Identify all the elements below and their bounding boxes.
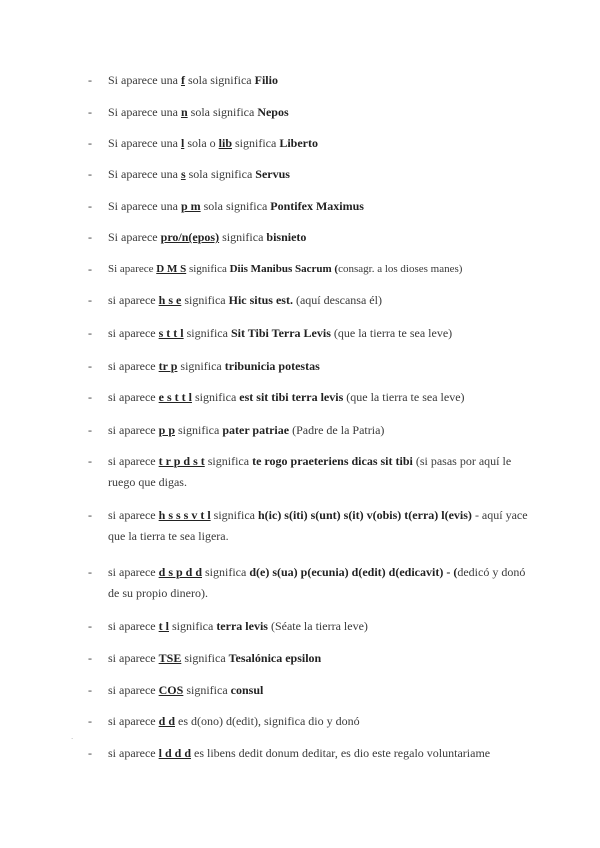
list-item: [88, 196, 528, 217]
item-prefix: Si aparece una: [108, 167, 181, 181]
meaning: Pontifex Maximus: [270, 199, 364, 213]
abbreviation: d s p d d: [158, 565, 203, 579]
item-connector: significa: [183, 683, 231, 697]
bullet-dash: -: [88, 262, 92, 276]
list-item: [88, 356, 528, 377]
abbreviation: e s t t l: [158, 390, 192, 404]
meaning: terra levis: [216, 619, 268, 633]
meaning: te rogo praeteriens dicas sit tibi: [252, 454, 413, 468]
item-prefix: Si aparece: [108, 230, 161, 244]
item-prefix: si aparece: [108, 359, 159, 373]
bullet-dash: -: [88, 565, 92, 579]
meaning: Diis Manibus Sacrum (: [229, 263, 339, 275]
abbreviation: l: [180, 136, 185, 150]
meaning: Hic situs est.: [228, 293, 293, 307]
abbreviation: l d d d: [158, 746, 191, 760]
bullet-dash: -: [88, 326, 92, 340]
list-item: [88, 133, 528, 154]
bullet-dash: -: [88, 423, 92, 437]
bullet-dash: -: [88, 167, 92, 181]
abbreviation: f: [180, 73, 185, 87]
list-item: [88, 420, 528, 441]
bullet-dash: -: [88, 508, 92, 522]
bullet-dash: -: [88, 619, 92, 633]
item-prefix: si aparece: [108, 326, 159, 340]
list-item: [88, 323, 528, 344]
list-item: [88, 259, 528, 280]
item-prefix: si aparece: [108, 293, 159, 307]
meaning: Filio: [254, 73, 278, 87]
meaning: Nepos: [257, 105, 289, 119]
abbreviation: t r p d s t: [158, 454, 205, 468]
meaning: Tesalónica epsilon: [228, 651, 322, 665]
bullet-dash: -: [88, 683, 92, 697]
item-connector-2: significa: [232, 136, 280, 150]
bullet-dash: -: [88, 105, 92, 119]
item-connector: significa: [210, 508, 258, 522]
meaning: bisnieto: [266, 230, 307, 244]
item-prefix: Si aparece una: [108, 199, 181, 213]
bullet-dash: -: [88, 651, 92, 665]
item-connector: significa: [204, 454, 253, 468]
bullet-dash: -: [88, 199, 92, 213]
item-prefix: Si aparece una: [108, 136, 181, 150]
list-item: [88, 648, 528, 669]
abbreviation: pro/n(epos): [160, 230, 220, 244]
note: - aquí yace que la tierra te sea ligera.: [108, 508, 528, 543]
abbreviation: tr p: [158, 359, 178, 373]
abbreviation-alt: lib: [218, 136, 232, 150]
meaning: est sit tibi terra levis: [239, 390, 344, 404]
abbreviation: h s e: [158, 293, 182, 307]
bullet-dash: -: [88, 454, 92, 468]
meaning: h(ic) s(iti) s(unt) s(it) v(obis) t(erra) l(evis): [257, 508, 472, 522]
item-connector: significa: [177, 359, 225, 373]
list-item: [88, 451, 528, 493]
abbreviation: s: [180, 167, 186, 181]
item-connector: es libens dedit donum deditar, es dio este regalo voluntariame: [191, 746, 491, 760]
abbreviation: h s s s v t l: [158, 508, 211, 522]
item-prefix: Si aparece: [108, 263, 157, 275]
abbreviation: d d: [158, 714, 175, 728]
list-item: [88, 227, 528, 248]
note: dedicó y donó de su propio dinero).: [108, 565, 526, 600]
item-connector: es d(ono) d(edit), significa dio y donó: [175, 714, 360, 728]
item-prefix: si aparece: [108, 565, 159, 579]
item-connector: significa: [168, 619, 217, 633]
item-connector: significa: [175, 423, 223, 437]
item-connector: significa: [186, 263, 230, 275]
abbreviation: TSE: [158, 651, 182, 665]
item-prefix: si aparece: [108, 651, 159, 665]
list-item: [88, 70, 528, 91]
item-prefix: si aparece: [108, 390, 159, 404]
list-item: [88, 680, 528, 701]
note: (si pasas por aquí le ruego que digas.: [108, 454, 512, 489]
item-prefix: si aparece: [108, 619, 159, 633]
item-connector: sola significa: [184, 73, 255, 87]
bullet-dash: -: [88, 390, 92, 404]
bullet-dash: -: [88, 230, 92, 244]
item-connector: sola o: [184, 136, 219, 150]
list-item: [88, 102, 528, 123]
abbreviation: p p: [158, 423, 175, 437]
meaning: consul: [230, 683, 264, 697]
list-item: [88, 743, 528, 764]
item-prefix: si aparece: [108, 746, 159, 760]
note: consagr. a los dioses manes): [338, 263, 463, 275]
bullet-dash: -: [88, 359, 92, 373]
list-item: [88, 562, 528, 604]
meaning: Liberto: [279, 136, 318, 150]
item-connector: sola significa: [187, 105, 258, 119]
list-item: [88, 164, 528, 185]
meaning: Servus: [255, 167, 290, 181]
item-prefix: si aparece: [108, 423, 159, 437]
item-connector: significa: [183, 326, 231, 340]
note: (aquí descansa él): [292, 293, 382, 307]
bullet-dash: -: [88, 746, 92, 760]
note: (Séate la tierra leve): [267, 619, 368, 633]
note: (Padre de la Patria): [289, 423, 385, 437]
abbreviation: t l: [158, 619, 169, 633]
meaning: tribunicia potestas: [224, 359, 320, 373]
item-connector: sola significa: [185, 167, 256, 181]
meaning: d(e) s(ua) p(ecunia) d(edit) d(edicavit) - (: [249, 565, 458, 579]
item-connector: significa: [202, 565, 250, 579]
list-item: [88, 505, 528, 547]
abbreviation: n: [180, 105, 188, 119]
item-prefix: si aparece: [108, 454, 159, 468]
item-connector: significa: [191, 390, 240, 404]
bullet-dash: -: [88, 293, 92, 307]
list-item: [88, 290, 528, 311]
note: (que la tierra te sea leve): [343, 390, 465, 404]
item-prefix: Si aparece una: [108, 73, 181, 87]
item-connector: sola significa: [200, 199, 271, 213]
bullet-dash: -: [88, 73, 92, 87]
meaning: pater patriae: [222, 423, 290, 437]
list-item: [88, 711, 528, 732]
note: (que la tierra te sea leve): [330, 326, 453, 340]
item-prefix: si aparece: [108, 683, 159, 697]
item-prefix: si aparece: [108, 508, 159, 522]
abbreviation: s t t l: [158, 326, 184, 340]
item-connector: significa: [181, 651, 229, 665]
meaning: Sit Tibi Terra Levis: [230, 326, 331, 340]
abbreviation: p m: [180, 199, 201, 213]
stray-mark: `: [71, 737, 74, 745]
abbreviation: COS: [158, 683, 184, 697]
item-prefix: Si aparece una: [108, 105, 181, 119]
item-connector: significa: [181, 293, 229, 307]
bullet-dash: -: [88, 714, 92, 728]
item-connector: significa: [219, 230, 267, 244]
item-prefix: si aparece: [108, 714, 159, 728]
list-item: [88, 387, 528, 408]
bullet-dash: -: [88, 136, 92, 150]
abbreviation: D M S: [156, 263, 187, 275]
list-item: [88, 616, 528, 637]
